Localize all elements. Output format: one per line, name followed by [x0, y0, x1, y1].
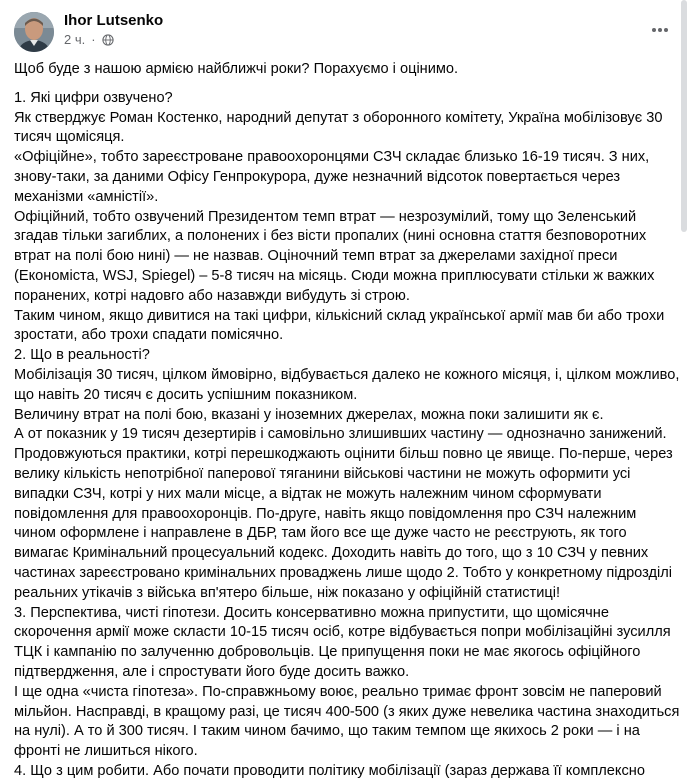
post-paragraph: І ще одна «чиста гіпотеза». По-справжньому воює, реально тримає фронт зовсім не паперовий мільйон. Насправді, в кращому разі, це тисяч 400-500 (з яких дуже невелика частина знаходиться на нулі). А то й 300 тисяч. І таким чином бачимо, що таким темпом ще якихось 2 роки — і на фронті не лишиться нікого.: [14, 683, 680, 760]
post-paragraph: 2. Що в реальності?: [14, 347, 150, 364]
meta-separator: ·: [91, 32, 96, 47]
post-paragraph: А от показник у 19 тисяч дезертирів і самовільно злишивших частину — однозначно занижений. Продовжуються практики, котрі перешкоджають оцінити більш повно це явище. По-перше, через велику кількість непотрібної паперової тяганини військові частини не можуть оформити усі випадки СЗЧ, котрі у них мали місце, а відтак не можуть належним чином сформувати повідомлення для правоохоронців. По-друге, навіть якщо повідомлення про СЗЧ належним чином оформлене і направлене в ДБР, там його все ще дуже часто не реєструють, як того вимагає Кримінальний процесуальний кодекс. Доходить навіть до того, що з 10 СЗЧ у певних частинах зареєстровано кримінальних проваджень лише щодо 2. Тобто у конкретному підрозділі реальних утікачів з війська вп'ятеро більше, ніж показано у офіційній статистиці!: [14, 426, 673, 601]
author-name[interactable]: Ihor Lutsenko: [64, 12, 164, 29]
post-paragraph: 1. Які цифри озвучено?: [14, 89, 173, 106]
post-meta: [64, 32, 114, 47]
post-paragraph: Щоб буде з нашою армією найближчі роки? Порахуємо і оцінимо.: [14, 61, 459, 77]
post-header: [0, 0, 690, 56]
post-paragraph: 4. Що з цим робити. Або почати проводити політику мобілізації (зараз держава її комплексно: [14, 762, 645, 779]
post-time[interactable]: 2 ч.: [64, 32, 86, 47]
scrollbar[interactable]: [681, 0, 687, 232]
post-paragraph: Як стверджує Роман Костенко, народний депутат з оборонного комітету, Україна мобілізовує 30 тисяч щомісяця.: [14, 109, 663, 146]
more-options-icon[interactable]: [650, 22, 670, 38]
post-text: [14, 60, 680, 782]
post-paragraph: Мобілізація 30 тисяч, цілком ймовірно, відбувається далеко не кожного місяця, і, цілком можливо, що навіть 20 тисяч є досить успішним показником.: [14, 366, 680, 403]
avatar[interactable]: [14, 12, 54, 52]
globe-icon: [102, 34, 114, 46]
avatar-photo: [14, 12, 54, 52]
post-paragraph: Таким чином, якщо дивитися на такі цифри, кількісний склад української армії мав би або трохи зростати, або трохи спадати помісячно.: [14, 307, 665, 344]
post-paragraph: 3. Перспектива, чисті гіпотези. Досить консервативно можна припустити, що щомісячне скорочення армії може скласти 10-15 тисяч осіб, котре відбувається попри мобілізаційні зусилля ТЦК і кампанію по залученню добровольців. Це припущення поки не має якогось офіційного підтвердження, але і спростувати його буде досить важко.: [14, 604, 671, 680]
post-paragraph: Величину втрат на полі бою, вказані у іноземних джерелах, можна поки залишити як є.: [14, 406, 604, 423]
post-paragraph: «Офіційне», тобто зареєстроване правоохоронцями СЗЧ складає близько 16-19 тисяч. З них, знову-таки, за даними Офісу Генпрокурора, дуже незначний відсоток повертається через механізми «амністії».: [14, 149, 650, 205]
post-paragraph: Офіційний, тобто озвучений Президентом темп втрат — незрозумілий, тому що Зеленський згадав тільки загиблих, а полонених і без вісти пропалих (нині основна стаття безповоротних втрат на полі бою нині) — не назвав. Оціночний темп втрат за джерелами західної преси (Економіста, WSJ, Spiegel) – 5-8 тисяч на місяць. Сюди можна приплюсувати стільки ж важких поранених, котрі надовго або назавжди вибудуть зі строю.: [14, 208, 655, 304]
